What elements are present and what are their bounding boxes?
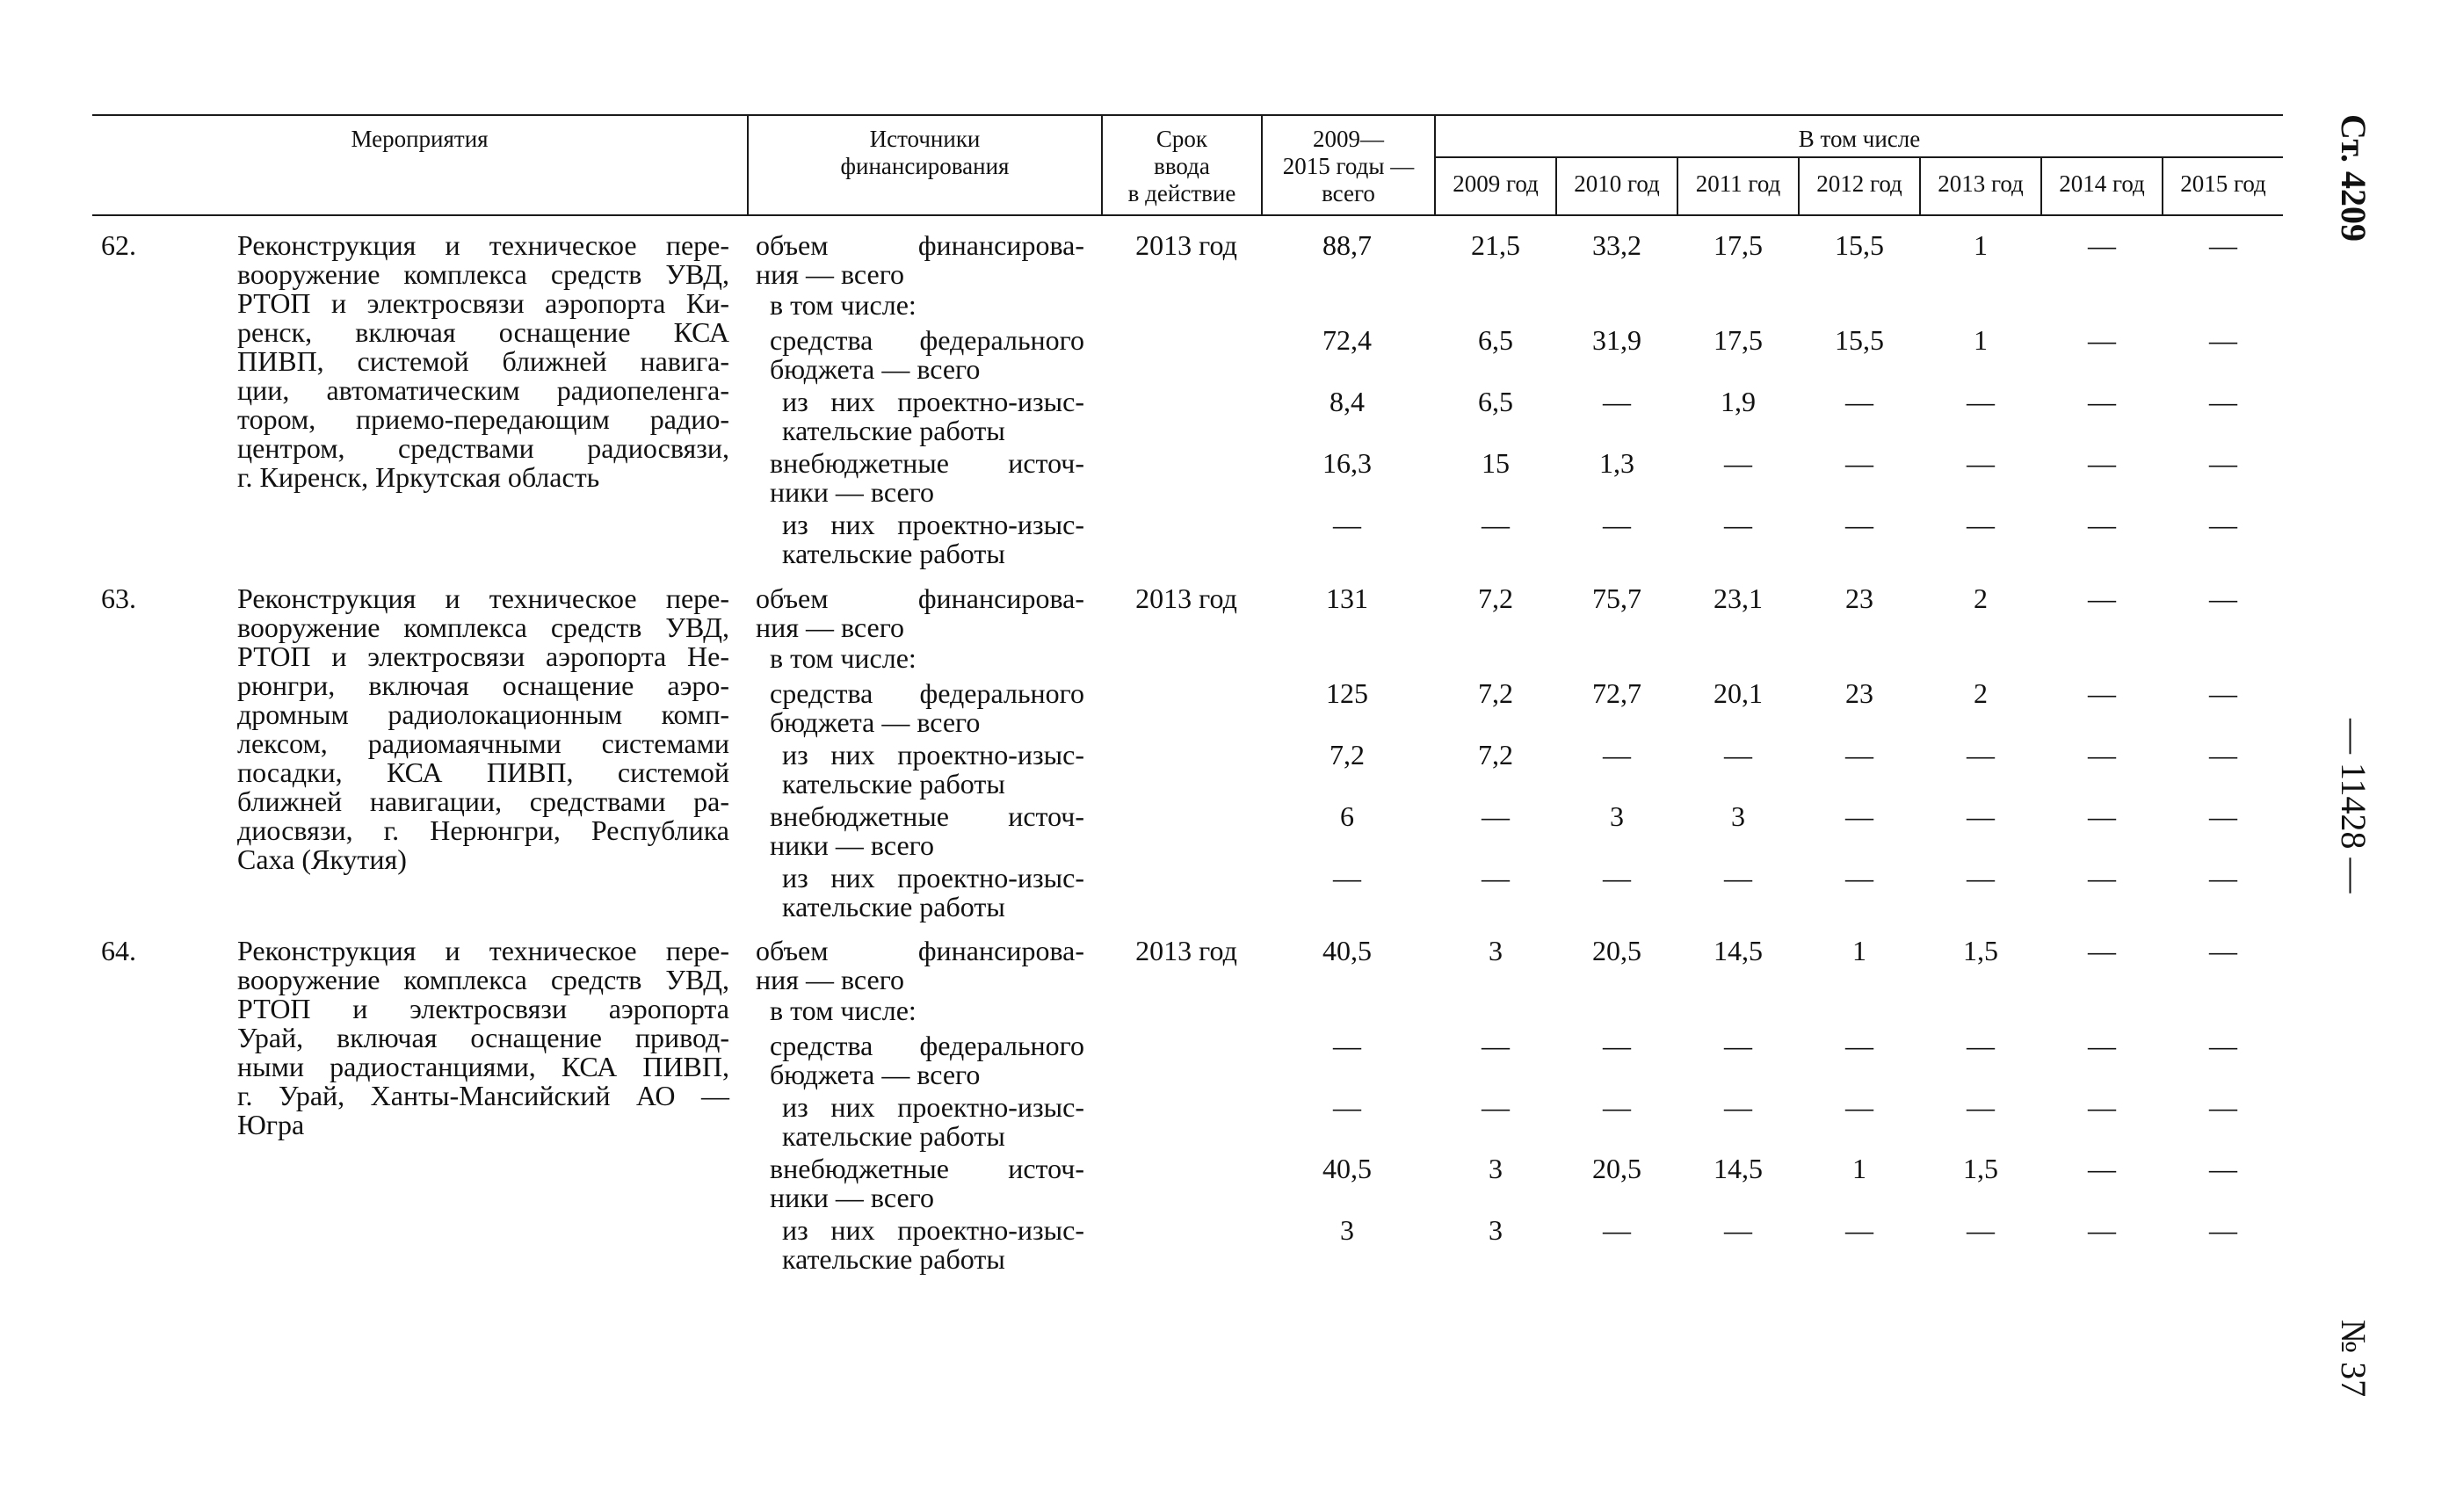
year-value: 3 — [1610, 800, 1624, 832]
funding-source-line: ния — всего — [756, 964, 905, 995]
total-value: — — [1333, 1091, 1361, 1123]
year-value: — — [1967, 862, 1995, 893]
year-value: — — [1967, 386, 1995, 417]
year-value: — — [1482, 1091, 1510, 1123]
year-value: 72,7 — [1592, 677, 1641, 709]
issue-number: № 37 — [2334, 1320, 2373, 1398]
funding-source-line: из них проектно-изыс- — [782, 862, 1084, 893]
year-value: 2 — [1974, 582, 1988, 614]
year-value: — — [2088, 862, 2116, 893]
year-value: 6,5 — [1478, 324, 1513, 356]
event-line: РТОП и электросвязи аэропорта — [237, 993, 729, 1024]
year-value: 23 — [1845, 677, 1873, 709]
header-source-line: Источники — [869, 126, 981, 152]
year-value: — — [1724, 447, 1752, 479]
total-value: — — [1333, 1030, 1361, 1061]
year-value: — — [1603, 386, 1631, 417]
year-value: 7,2 — [1478, 582, 1513, 614]
event-description — [237, 231, 729, 492]
header-total-line: 2009— — [1313, 126, 1384, 152]
funding-source-line: внебюджетные источ- — [770, 447, 1084, 479]
total-value: — — [1333, 862, 1361, 893]
year-value: — — [2088, 677, 2116, 709]
year-value: — — [2209, 582, 2237, 614]
year-value: — — [2088, 1214, 2116, 1246]
year-value: — — [1603, 1030, 1631, 1061]
year-value: 20,1 — [1714, 677, 1763, 709]
header-year: 2015 год — [2180, 170, 2266, 197]
event-line: Урай, включая оснащение привод- — [237, 1022, 729, 1053]
year-value: 20,5 — [1592, 1153, 1641, 1184]
total-value: 3 — [1340, 1214, 1354, 1246]
year-value: 14,5 — [1714, 1153, 1763, 1184]
event-line: дромным радиолокационным комп- — [237, 698, 729, 730]
event-line: ции, автоматическим радиопеленга- — [237, 374, 729, 406]
year-value: — — [2209, 324, 2237, 356]
year-value: 2 — [1974, 677, 1988, 709]
deadline: 2013 год — [1135, 229, 1237, 261]
event-description — [237, 937, 729, 1139]
year-value: — — [1967, 1030, 1995, 1061]
total-value: 40,5 — [1322, 1153, 1372, 1184]
year-value: — — [1603, 739, 1631, 770]
year-value: — — [2209, 800, 2237, 832]
funding-source-line: бюджета — всего — [770, 706, 981, 738]
year-value: — — [2209, 1030, 2237, 1061]
year-value: 1,5 — [1963, 935, 1998, 966]
header-deadline-line: Срок — [1156, 126, 1208, 152]
deadline: 2013 год — [1135, 935, 1237, 966]
funding-source-line: ники — всего — [770, 829, 934, 861]
year-value: — — [2088, 324, 2116, 356]
year-value: — — [2088, 935, 2116, 966]
year-value: — — [2088, 229, 2116, 261]
funding-source-line: из них проектно-изыс- — [782, 1214, 1084, 1246]
year-value: — — [2209, 862, 2237, 893]
year-value: 3 — [1489, 935, 1503, 966]
funding-source-line: из них проектно-изыс- — [782, 509, 1084, 540]
header-mid-rule — [1434, 156, 2283, 158]
deadline: 2013 год — [1135, 582, 1237, 614]
header-year: 2012 год — [1816, 170, 1902, 197]
event-line: вооружение комплекса средств УВД, — [237, 611, 729, 643]
year-value: — — [1482, 862, 1510, 893]
event-line: РТОП и электросвязи аэропорта Не- — [237, 640, 729, 672]
total-value: 88,7 — [1322, 229, 1372, 261]
year-value: — — [1967, 447, 1995, 479]
total-value: 16,3 — [1322, 447, 1372, 479]
year-value: — — [1603, 1091, 1631, 1123]
event-line: Югра — [237, 1109, 305, 1140]
year-value: 3 — [1489, 1153, 1503, 1184]
year-value: — — [1603, 1214, 1631, 1246]
year-value: 15,5 — [1835, 229, 1884, 261]
year-value: — — [2088, 509, 2116, 540]
year-value: 3 — [1731, 800, 1745, 832]
funding-source-line: в том числе: — [770, 995, 917, 1026]
year-value: — — [2209, 386, 2237, 417]
year-value: 23 — [1845, 582, 1873, 614]
year-value: — — [1845, 1091, 1873, 1123]
year-value: — — [1603, 509, 1631, 540]
header-total-line: всего — [1322, 180, 1375, 206]
year-value: — — [1724, 739, 1752, 770]
funding-source-line: объем финансирова- — [756, 229, 1084, 261]
event-line: тором, приемо-передающим радио- — [237, 403, 729, 435]
year-value: 21,5 — [1471, 229, 1520, 261]
year-value: — — [1724, 509, 1752, 540]
year-value: — — [1967, 739, 1995, 770]
event-line: г. Урай, Ханты-Мансийский АО — — [237, 1080, 729, 1111]
event-line: вооружение комплекса средств УВД, — [237, 964, 729, 995]
year-value: — — [1845, 447, 1873, 479]
event-line: г. Киренск, Иркутская область — [237, 461, 600, 493]
header-year: 2011 год — [1695, 170, 1781, 197]
header-year: 2010 год — [1574, 170, 1660, 197]
funding-source-line: кательские работы — [782, 768, 1005, 799]
funding-source-line: ники — всего — [770, 1182, 934, 1213]
funding-source-line: объем финансирова- — [756, 935, 1084, 966]
funding-source-line: ники — всего — [770, 476, 934, 508]
event-line: ными радиостанциями, КСА ПИВП, — [237, 1051, 729, 1082]
funding-source — [770, 449, 1084, 507]
event-line: Реконструкция и техническое пере- — [237, 582, 729, 614]
funding-source-line: бюджета — всего — [770, 353, 981, 385]
year-value: 1 — [1852, 935, 1866, 966]
page-number: — 11428 — — [2334, 719, 2373, 893]
header-total-line: 2015 годы — — [1282, 153, 1415, 179]
year-value: — — [1845, 862, 1873, 893]
funding-source — [756, 584, 1084, 642]
year-value: 17,5 — [1714, 229, 1763, 261]
funding-source — [770, 291, 1084, 320]
year-value: — — [2209, 1091, 2237, 1123]
year-value: — — [1845, 800, 1873, 832]
total-value: 125 — [1326, 677, 1368, 709]
funding-source — [770, 644, 1084, 673]
row-number: 64. — [101, 935, 136, 966]
year-value: — — [2088, 447, 2116, 479]
event-line: РТОП и электросвязи аэропорта Ки- — [237, 287, 729, 319]
year-value: 7,2 — [1478, 739, 1513, 770]
year-value: — — [1724, 862, 1752, 893]
year-value: — — [1967, 1091, 1995, 1123]
funding-source — [782, 1093, 1084, 1151]
year-value: — — [2088, 739, 2116, 770]
event-line: ближней навигации, средствами ра- — [237, 785, 729, 817]
year-value: 20,5 — [1592, 935, 1641, 966]
funding-source — [782, 741, 1084, 799]
header-events: Мероприятия — [351, 126, 489, 152]
year-value: 1,9 — [1721, 386, 1756, 417]
year-value: — — [2088, 1153, 2116, 1184]
funding-source-line: объем финансирова- — [756, 582, 1084, 614]
funding-source — [782, 1216, 1084, 1274]
year-value: — — [2088, 1091, 2116, 1123]
header-year: 2009 год — [1453, 170, 1539, 197]
header-top-rule — [92, 114, 2283, 116]
row-number: 62. — [101, 229, 136, 261]
total-value: 40,5 — [1322, 935, 1372, 966]
funding-source-line: в том числе: — [770, 289, 917, 321]
year-value: — — [1967, 1214, 1995, 1246]
year-value: — — [1724, 1030, 1752, 1061]
total-value: 6 — [1340, 800, 1354, 832]
year-value: 1,3 — [1599, 447, 1634, 479]
header-source — [749, 126, 1101, 180]
year-value: — — [2209, 229, 2237, 261]
funding-source-line: бюджета — всего — [770, 1059, 981, 1090]
year-value: — — [1724, 1214, 1752, 1246]
funding-source-line: из них проектно-изыс- — [782, 386, 1084, 417]
funding-source — [770, 1154, 1084, 1212]
year-value: 17,5 — [1714, 324, 1763, 356]
event-line: рюнгри, включая оснащение аэро- — [237, 669, 729, 701]
event-line: вооружение комплекса средств УВД, — [237, 258, 729, 290]
year-value: — — [2088, 582, 2116, 614]
header-deadline-line: в действие — [1127, 180, 1236, 206]
year-value: 75,7 — [1592, 582, 1641, 614]
funding-source-line: внебюджетные источ- — [770, 800, 1084, 832]
funding-source-line: из них проектно-изыс- — [782, 1091, 1084, 1123]
total-value: 8,4 — [1330, 386, 1365, 417]
year-value: — — [1845, 1030, 1873, 1061]
event-line: ренск, включая оснащение КСА — [237, 316, 729, 348]
header-including: В том числе — [1798, 126, 1921, 152]
year-value: 1 — [1852, 1153, 1866, 1184]
funding-source-line: кательские работы — [782, 415, 1005, 446]
year-value: 1 — [1974, 324, 1988, 356]
funding-source-line: средства федерального — [770, 324, 1084, 356]
funding-source-line: ния — всего — [756, 611, 905, 643]
funding-source — [770, 802, 1084, 860]
event-line: Саха (Якутия) — [237, 843, 407, 875]
year-value: — — [1603, 862, 1631, 893]
funding-source — [756, 231, 1084, 289]
funding-source — [770, 1031, 1084, 1089]
year-value: — — [1482, 509, 1510, 540]
header-total — [1263, 126, 1434, 207]
header-deadline — [1103, 126, 1261, 207]
year-value: 1,5 — [1963, 1153, 1998, 1184]
funding-source — [782, 510, 1084, 568]
funding-source-line: кательские работы — [782, 538, 1005, 569]
row-number: 63. — [101, 582, 136, 614]
year-value: 33,2 — [1592, 229, 1641, 261]
header-deadline-line: ввода — [1154, 153, 1210, 179]
header-year: 2014 год — [2059, 170, 2145, 197]
year-value: 1 — [1974, 229, 1988, 261]
event-line: диосвязи, г. Нерюнгри, Республика — [237, 814, 729, 846]
funding-source-line: кательские работы — [782, 891, 1005, 922]
year-value: — — [2209, 1214, 2237, 1246]
funding-source-line: кательские работы — [782, 1243, 1005, 1275]
year-value: — — [1845, 509, 1873, 540]
event-line: лексом, радиомаячными системами — [237, 727, 729, 759]
page-code: Ст. 4209 — [2334, 114, 2373, 242]
funding-source-line: в том числе: — [770, 642, 917, 674]
year-value: 23,1 — [1714, 582, 1763, 614]
funding-source — [782, 864, 1084, 922]
total-value: 131 — [1326, 582, 1368, 614]
header-source-line: финансирования — [840, 153, 1010, 179]
year-value: 6,5 — [1478, 386, 1513, 417]
year-value: — — [1967, 509, 1995, 540]
funding-source — [770, 326, 1084, 384]
year-value: — — [2209, 509, 2237, 540]
event-line: посадки, КСА ПИВП, системой — [237, 756, 729, 788]
total-value: 72,4 — [1322, 324, 1372, 356]
year-value: 15 — [1482, 447, 1510, 479]
header-bottom-rule — [92, 214, 2283, 216]
funding-source-line: из них проектно-изыс- — [782, 739, 1084, 770]
funding-source — [782, 387, 1084, 445]
event-line: Реконструкция и техническое пере- — [237, 935, 729, 966]
event-line: ПИВП, системой ближней навига- — [237, 345, 729, 377]
funding-source-line: ния — всего — [756, 258, 905, 290]
year-value: — — [1845, 386, 1873, 417]
funding-source — [756, 937, 1084, 995]
year-value: 3 — [1489, 1214, 1503, 1246]
funding-source-line: средства федерального — [770, 1030, 1084, 1061]
year-value: — — [1482, 800, 1510, 832]
year-value: — — [1845, 1214, 1873, 1246]
funding-source-line: кательские работы — [782, 1120, 1005, 1152]
year-value: — — [2088, 1030, 2116, 1061]
year-value: 14,5 — [1714, 935, 1763, 966]
year-value: 7,2 — [1478, 677, 1513, 709]
event-description — [237, 584, 729, 874]
year-value: — — [2088, 800, 2116, 832]
event-line: центром, средствами радиосвязи, — [237, 432, 729, 464]
year-value: — — [2209, 677, 2237, 709]
year-value: — — [2209, 935, 2237, 966]
year-value: 15,5 — [1835, 324, 1884, 356]
year-value: — — [1845, 739, 1873, 770]
total-value: 7,2 — [1330, 739, 1365, 770]
year-value: — — [2209, 447, 2237, 479]
header-year: 2013 год — [1938, 170, 2024, 197]
funding-source — [770, 679, 1084, 737]
funding-source — [770, 996, 1084, 1025]
year-value: — — [2088, 386, 2116, 417]
year-value: — — [1967, 800, 1995, 832]
year-value: — — [2209, 739, 2237, 770]
year-value: — — [1482, 1030, 1510, 1061]
total-value: — — [1333, 509, 1361, 540]
year-value: — — [2209, 1153, 2237, 1184]
event-line: Реконструкция и техническое пере- — [237, 229, 729, 261]
year-value: — — [1724, 1091, 1752, 1123]
year-value: 31,9 — [1592, 324, 1641, 356]
funding-source-line: средства федерального — [770, 677, 1084, 709]
funding-source-line: внебюджетные источ- — [770, 1153, 1084, 1184]
